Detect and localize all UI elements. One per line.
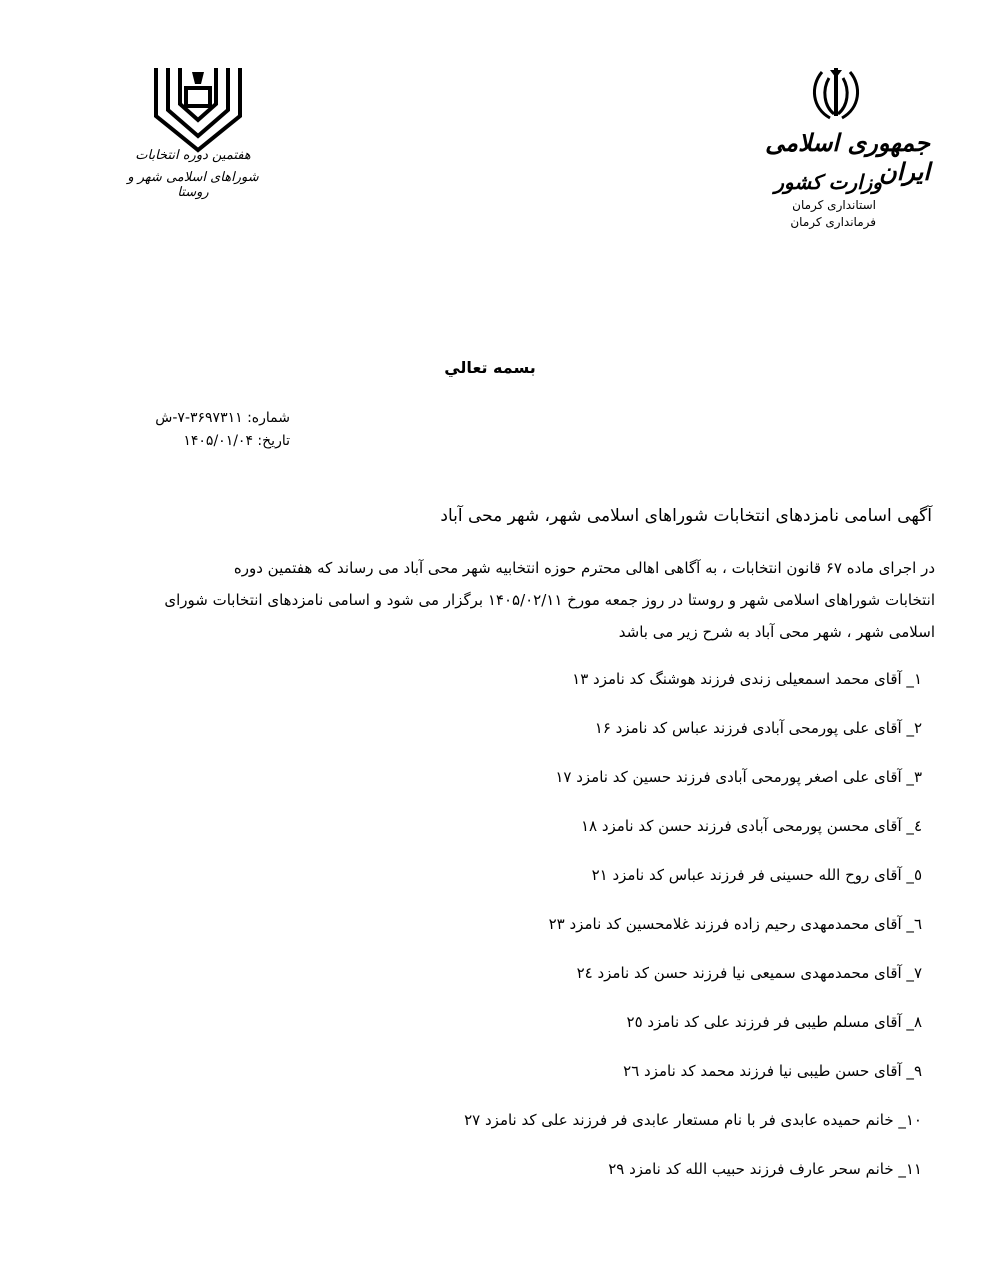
letter-date: تاریخ: ۱۴۰۵/۰۱/۰۴: [183, 433, 290, 449]
candidate-item: ٦_ آقای محمدمهدی رحیم زاده فرزند غلامحسین کد نامزد ۲۳: [548, 915, 922, 933]
candidate-list: [380, 669, 922, 1208]
iran-national-emblem: [808, 64, 864, 122]
notice-title: آگهی اسامی نامزدهای انتخابات شوراهای اسلامی شهر، شهر محی آباد: [440, 506, 932, 526]
candidate-item: ۲_ آقای علی پورمحی آبادی فرزند عباس کد نامزد ۱۶: [594, 719, 922, 737]
county-office: فرمانداری کرمان: [790, 215, 876, 229]
candidate-item: ۱_ آقای محمد اسمعیلی زندی فرزند هوشنگ کد نامزد ۱۳: [572, 670, 922, 688]
candidate-item: ۱۰_ خانم حمیده عابدی فر با نام مستعار عابدی فر فرزند علی کد نامزد ۲۷: [464, 1111, 922, 1129]
candidate-item: ٤_ آقای محسن پورمحی آبادی فرزند حسن کد نامزد ۱۸: [580, 817, 922, 835]
candidate-item: ۳_ آقای علی اصغر پورمحی آبادی فرزند حسین کد نامزد ۱۷: [555, 768, 922, 786]
election-logo-caption-line-1: هفتمین دوره انتخابات: [135, 148, 251, 163]
intro-line: در اجرای ماده ۶۷ قانون انتخابات ، به آگاهی اهالی محترم حوزه انتخابیه شهر محی آباد می رساند که هفتمین دوره: [233, 559, 935, 577]
ministry-name: وزارت کشور: [774, 170, 882, 194]
candidate-item: ٥_ آقای روح الله حسینی فر فرزند عباس کد نامزد ۲۱: [591, 866, 922, 884]
intro-line: اسلامی شهر ، شهر محی آباد به شرح زیر می باشد: [618, 623, 935, 641]
candidate-item: ۱۱_ خانم سحر عارف فرزند حبیب الله کد نامزد ۲۹: [608, 1160, 922, 1178]
country-name: جمهوری اسلامی ایران: [765, 128, 930, 186]
province-office: استانداری کرمان: [792, 198, 876, 212]
candidate-item: ۹_ آقای حسن طیبی نیا فرزند محمد کد نامزد ۲٦: [623, 1062, 922, 1080]
candidate-item: ۷_ آقای محمدمهدی سمیعی نیا فرزند حسن کد نامزد ۲٤: [576, 964, 922, 982]
intro-paragraph: [55, 552, 935, 648]
candidate-item: ۸_ آقای مسلم طیبی فر فرزند علی کد نامزد ۲٥: [626, 1013, 922, 1031]
basmala-heading: بسمه تعالي: [444, 358, 536, 377]
letter-number: شماره: ۳۶۹۷۳۱۱-۷-ش: [155, 410, 290, 426]
election-logo-caption-line-2: شوراهای اسلامی شهر و روستا: [127, 170, 259, 200]
intro-line: انتخابات شوراهای اسلامی شهر و روستا در روز جمعه مورخ ۱۴۰۵/۰۲/۱۱ برگزار می شود و اسامی نامزدهای انتخابات شورای: [164, 591, 935, 609]
election-emblem-logo: [148, 58, 248, 158]
